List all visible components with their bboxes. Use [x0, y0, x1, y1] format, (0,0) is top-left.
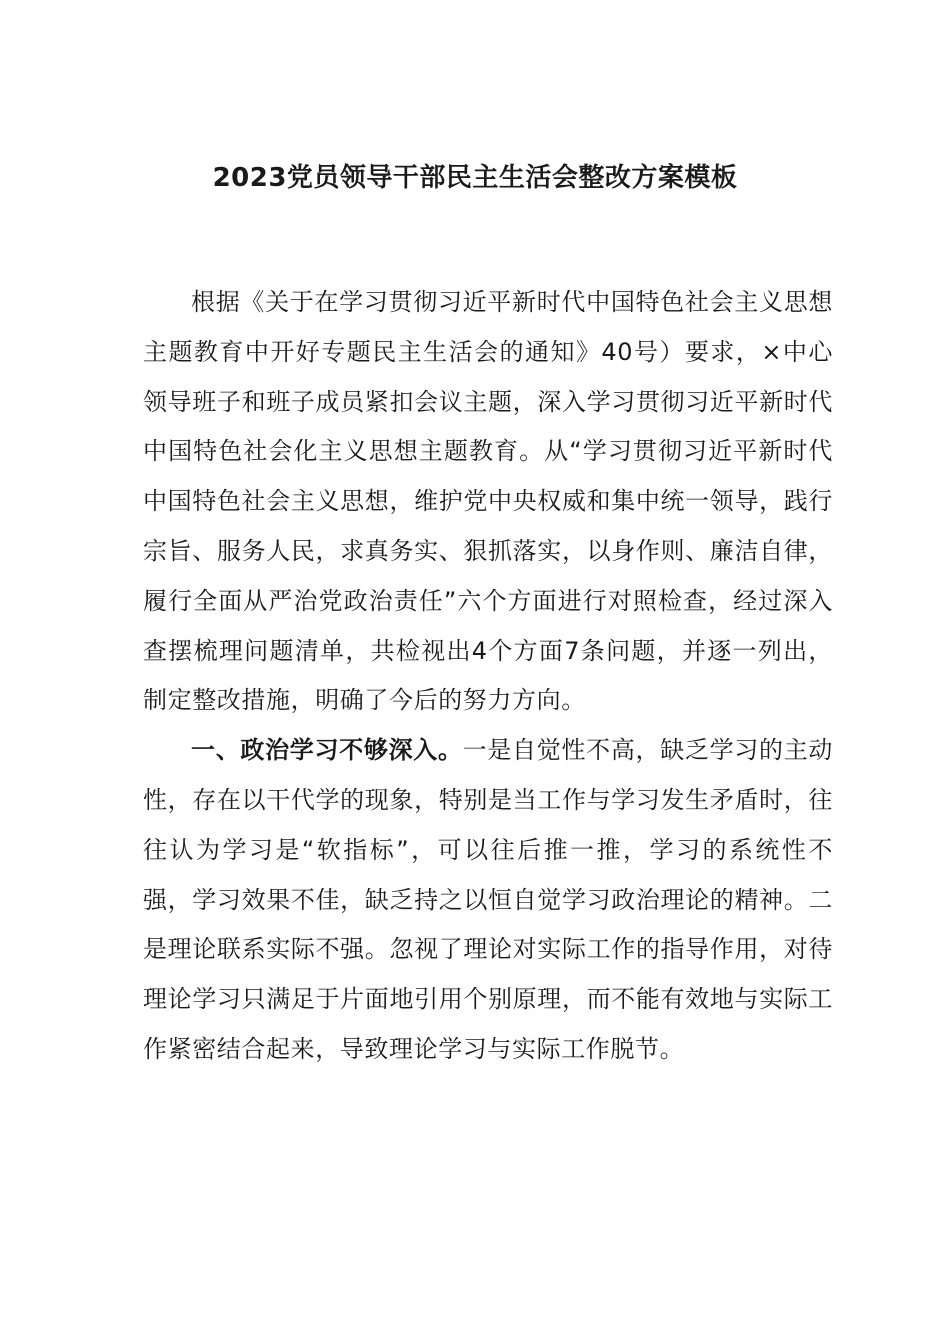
paragraph-text: 一是自觉性不高，缺乏学习的主动性，存在以干代学的现象，特别是当工作与学习发生矛盾时，往往认为学习是“软指标”，可以往后推一推，学习的系统性不强，学习效果不佳，缺乏持之以恒自觉学习政治理论的精神。二是理论联系实际不强。忽视了理论对实际工作的指导作用，对待理论学习只满足于片面地引用个别原理，而不能有效地与实际工作紧密结合起来，导致理论学习与实际工作脱节。: [143, 736, 833, 1063]
section-paragraph-1: [143, 726, 833, 1075]
paragraph-text: 根据《关于在学习贯彻习近平新时代中国特色社会主义思想主题教育中开好专题民主生活会的通知》40号）要求，×中心领导班子和班子成员紧扣会议主题，深入学习贯彻习近平新时代中国特色社会化主义思想主题教育。从“学习贯彻习近平新时代中国特色社会主义思想，维护党中央权威和集中统一领导，践行宗旨、服务人民，求真务实、狠抓落实，以身作则、廉洁自律，履行全面从严治党政治责任”六个方面进行对照检查，经过深入查摆梳理问题清单，共检视出4个方面7条问题，并逐一列出，制定整改措施，明确了今后的努力方向。: [143, 288, 833, 715]
intro-paragraph: [143, 278, 833, 726]
section-heading: 一、政治学习不够深入。: [191, 736, 463, 765]
document-body: [143, 278, 833, 1075]
document-title: 2023党员领导干部民主生活会整改方案模板: [212, 163, 738, 193]
